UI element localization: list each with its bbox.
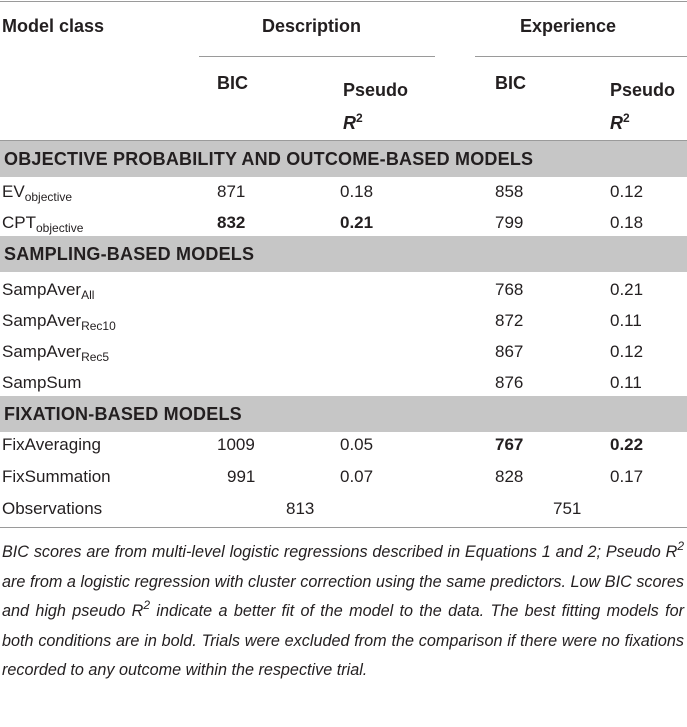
row-sampsum-model: SampSum: [2, 373, 82, 392]
row-fixsum-model: FixSummation: [2, 467, 111, 486]
section-objective-title: OBJECTIVE PROBABILITY AND OUTCOME-BASED MODELS: [4, 149, 534, 169]
row-obs-exp: 751: [553, 499, 582, 518]
description-rule: [199, 56, 435, 57]
footnote-part-1: BIC scores are from multi-level logistic regressions described in Equations 1 and 2; Pseudo R: [2, 543, 678, 561]
row-fixavg-desc-bic: 1009: [217, 435, 255, 454]
section-sampling-band: [0, 236, 687, 272]
row-fixsum-desc-bic: 991: [227, 467, 256, 486]
row-samp-rec5-exp-bic: 867: [495, 342, 524, 361]
row-fixsum-desc-r2: 0.07: [340, 467, 374, 486]
row-cpt-desc-r2: 0.21: [340, 213, 374, 232]
footnote-part-2: are from a logistic regression with cluster correction using the same predictors. Low BIC scores and high pseudo R: [2, 572, 684, 620]
row-ev-exp-r2: 0.12: [610, 182, 644, 201]
row-sampsum-exp-r2: 0.11: [610, 373, 642, 392]
row-samp-rec5-base: SampAver: [2, 342, 82, 361]
section-fixation-band: [0, 396, 687, 432]
row-obs-model: Observations: [2, 499, 103, 518]
row-sampsum-exp-bic: 876: [495, 373, 524, 392]
row-samp-rec10-model: [2, 311, 116, 333]
row-fixsum-exp-r2: 0.17: [610, 467, 644, 486]
header-exp-r-label: R: [610, 113, 623, 133]
row-ev-base: EV: [2, 182, 25, 201]
row-samp-rec10-sub: Rec10: [81, 319, 116, 333]
experience-rule: [475, 56, 687, 57]
row-samp-rec10-base: SampAver: [2, 311, 82, 330]
header-exp-bic: BIC: [495, 73, 526, 93]
table-footnote: [2, 538, 684, 686]
section-objective-band: [0, 141, 687, 177]
row-samp-rec10-exp-r2: 0.11: [610, 311, 642, 330]
top-rule: [0, 1, 687, 2]
table-bottom-rule: [0, 527, 687, 528]
row-cpt-base: CPT: [2, 213, 36, 232]
footnote-text: [2, 538, 684, 686]
header-desc-pseudo-label: Pseudo: [343, 80, 409, 100]
row-fixavg-model: FixAveraging: [2, 435, 101, 454]
row-samp-rec10-exp-bic: 872: [495, 311, 524, 330]
section-fixation-title: FIXATION-BASED MODELS: [4, 404, 242, 424]
footnote-sup-1: 2: [677, 539, 684, 553]
row-fixavg-exp-r2: 0.22: [610, 435, 644, 454]
header-desc-r-sup: 2: [356, 111, 363, 125]
header-desc-bic: BIC: [217, 73, 248, 93]
row-ev-sub: objective: [24, 190, 73, 204]
row-fixsum-exp-bic: 828: [495, 467, 524, 486]
row-samp-all-sub: All: [81, 288, 95, 302]
row-cpt-desc-bic: 832: [217, 213, 246, 232]
row-fixavg-exp-bic: 767: [495, 435, 524, 454]
header-desc-r-label: R: [343, 113, 356, 133]
header-experience: Experience: [520, 16, 617, 36]
row-samp-all-exp-r2: 0.21: [610, 280, 644, 299]
header-model-class: Model class: [2, 16, 105, 36]
header-exp-r-sup: 2: [623, 111, 630, 125]
row-obs-desc: 813: [286, 499, 315, 518]
row-cpt-exp-r2: 0.18: [610, 213, 644, 232]
row-samp-rec5-exp-r2: 0.12: [610, 342, 644, 361]
footnote-sup-2: 2: [143, 598, 151, 612]
row-samp-all-base: SampAver: [2, 280, 82, 299]
row-ev-model: [2, 182, 73, 204]
footnote-part-3: indicate a better fit of the model to the data. The best fitting models for both conditions are in bold. Trials were excluded from the comparison if there were no fixations recorded to any outcome within the respective trial.: [2, 602, 684, 679]
row-samp-rec5-model: [2, 342, 110, 364]
row-fixavg-desc-r2: 0.05: [340, 435, 374, 454]
header-exp-pseudo-label: Pseudo: [610, 80, 676, 100]
row-samp-all-model: [2, 280, 95, 302]
row-cpt-sub: objective: [36, 221, 84, 235]
row-ev-exp-bic: 858: [495, 182, 524, 201]
row-samp-rec5-sub: Rec5: [81, 350, 110, 364]
row-samp-all-exp-bic: 768: [495, 280, 524, 299]
row-cpt-model: [2, 213, 84, 235]
section-sampling-title: SAMPLING-BASED MODELS: [4, 244, 255, 264]
row-cpt-exp-bic: 799: [495, 213, 524, 232]
row-ev-desc-r2: 0.18: [340, 182, 374, 201]
header-exp-pseudo: [610, 74, 675, 140]
header-description: Description: [262, 16, 362, 36]
header-desc-pseudo: [343, 74, 408, 140]
row-ev-desc-bic: 871: [217, 182, 246, 201]
